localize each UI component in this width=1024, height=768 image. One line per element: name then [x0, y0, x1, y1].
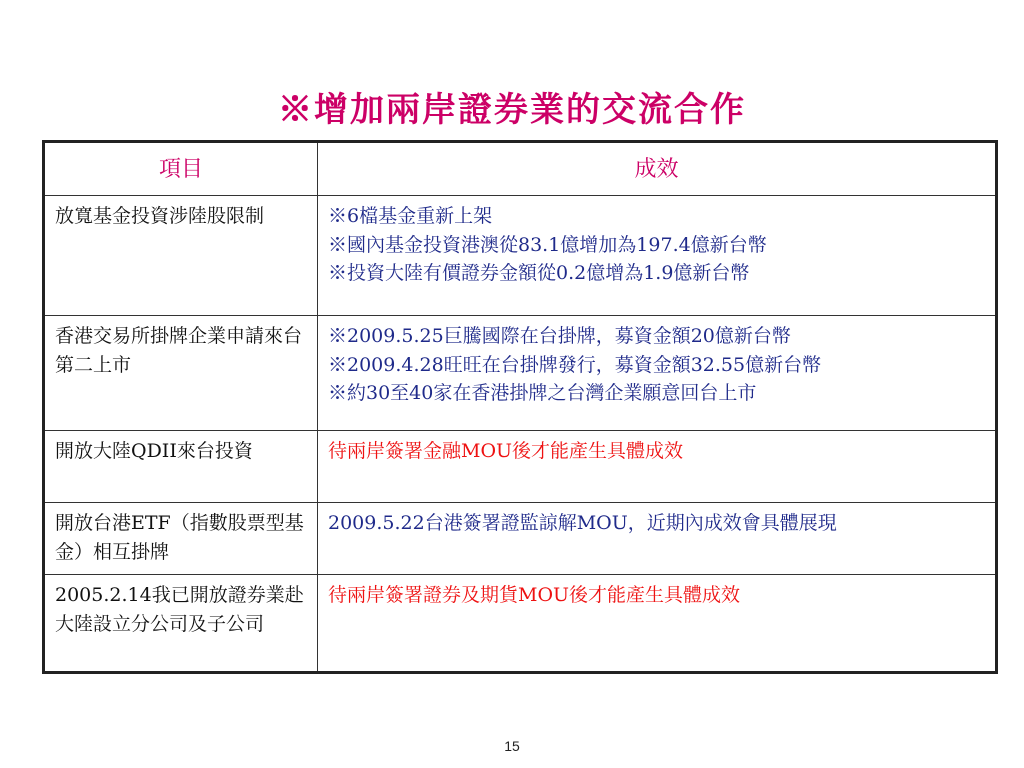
row-effect — [318, 196, 997, 316]
table-row — [44, 575, 997, 673]
table-row — [44, 316, 997, 431]
table-row — [44, 196, 997, 316]
row-item: 香港交易所掛牌企業申請來台第二上市 — [44, 316, 318, 431]
effect-line: 待兩岸簽署證券及期貨MOU後才能產生具體成效 — [328, 584, 741, 606]
slide-title: ※增加兩岸證券業的交流合作 — [278, 90, 746, 130]
effect-line: ※2009.5.25巨騰國際在台掛牌，募資金額20億新台幣 — [328, 325, 791, 347]
row-effect — [318, 575, 997, 673]
row-effect — [318, 431, 997, 503]
effect-line: ※投資大陸有價證券金額從0.2億增為1.9億新台幣 — [328, 262, 750, 284]
header-item: 項目 — [44, 142, 318, 196]
row-item: 開放大陸QDII來台投資 — [44, 431, 318, 503]
effect-line: ※國內基金投資港澳從83.1億增加為197.4億新台幣 — [328, 233, 767, 256]
row-item: 開放台港ETF（指數股票型基金）相互掛牌 — [44, 503, 318, 575]
effect-line: 待兩岸簽署金融MOU後才能產生具體成效 — [328, 440, 684, 462]
table-header-row — [44, 142, 997, 196]
row-item: 放寬基金投資涉陸股限制 — [44, 196, 318, 316]
row-item: 2005.2.14我已開放證券業赴大陸設立分公司及子公司 — [44, 575, 318, 673]
row-effect — [318, 316, 997, 431]
effect-line: ※約30至40家在香港掛牌之台灣企業願意回台上市 — [328, 382, 757, 404]
row-effect — [318, 503, 997, 575]
exchange-cooperation-table — [42, 140, 998, 674]
table-row — [44, 431, 997, 503]
effect-line: ※6檔基金重新上架 — [328, 205, 493, 227]
effect-line: ※2009.4.28旺旺在台掛牌發行，募資金額32.55億新台幣 — [328, 353, 822, 376]
effect-line: 2009.5.22台港簽署證監諒解MOU，近期內成效會具體展現 — [328, 512, 837, 534]
page-number: 15 — [504, 738, 520, 754]
header-effect: 成效 — [318, 142, 997, 196]
table-row — [44, 503, 997, 575]
